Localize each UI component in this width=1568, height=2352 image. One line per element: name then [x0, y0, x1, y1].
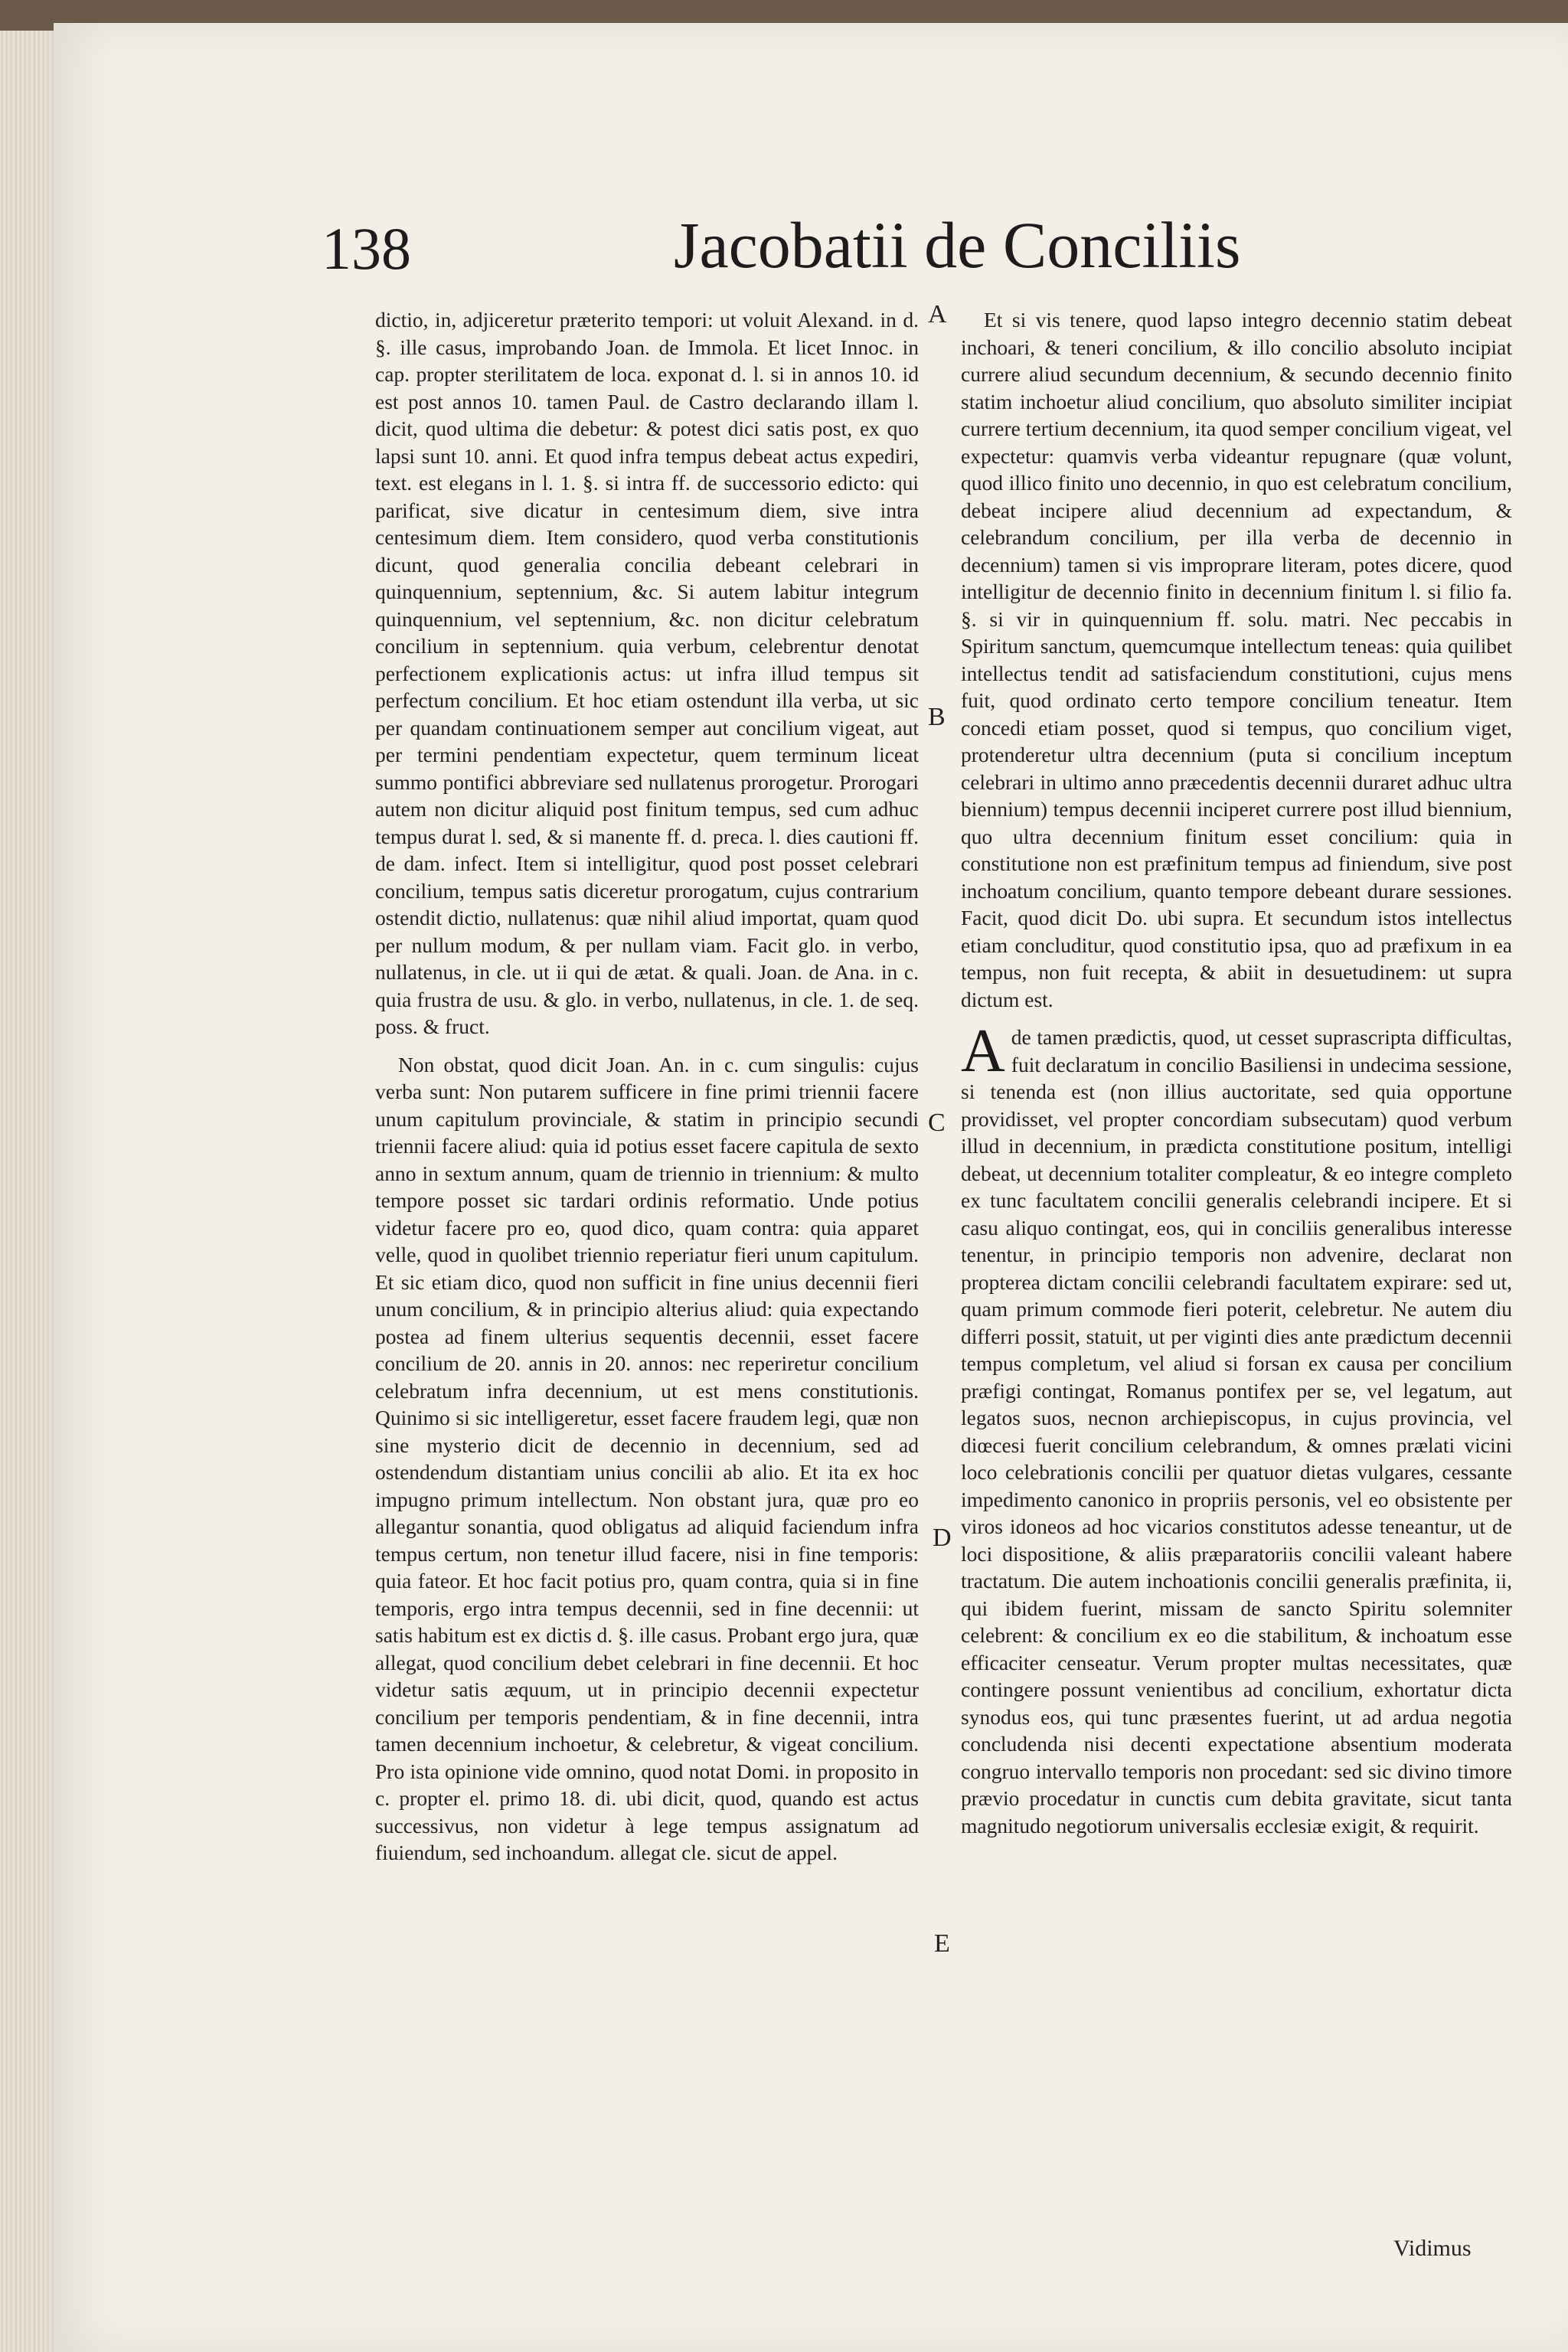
dropcap-letter: A: [961, 1018, 1005, 1085]
left-paragraph-2: Non obstat, quod dicit Joan. An. in c. cum singulis: cujus verba sunt: Non putarem sufficere in fine primi triennii facere unum capitulum provinciale, & statim in principio secundi triennii facere aliud: quia id potius esset facere capitula de sexto anno in sextum annum, quam de triennio in triennium: & multo tempore posset sic tardari ordinis reformatio. Unde potius videtur facere pro eo, quod dico, quam contra: quia apparet velle, quod in quolibet triennio reperiatur fieri unum capitulum. Et sic etiam dico, quod non sufficit in fine unius decennii fieri unum concilium, & in principio alterius aliud: quia expectando postea ad finem ulterius sequentis decennii, esset facere concilium de 20. annis in 20. annos: nec reperiretur concilium celebratum infra decennium, ut est mens constitutionis. Quinimo si sic intelligeretur, esset facere fraudem legi, quæ non sine mysterio dicit de decennio in decennium, sed ad ostendendum distantiam unius concilii ab alio. Et ita ex hoc impugno primum intellectum. Non obstant jura, quæ pro eo allegantur sonantia, quod obligatus ad aliquid faciendum infra tempus certum, non tenetur illud facere, nisi in fine temporis: quia fateor. Et hoc facit potius pro, quam contra, quia si in fine temporis, ergo intra tempus decennii, sed in fine decennii: ut satis habitum est ex dictis d. §. ille casus. Probant ergo jura, quæ allegat, quod concilium debet celebrari in fine decennii. Et hoc videtur satis æquum, ut in principio decennii expectetur concilium per temporis pendentiam, & in fine decennii, intra tamen decennium inchoetur, & celebretur, & vigeat concilium. Pro ista opinione vide omnino, quod notat Domi. in proposito in c. propter el. primo 18. di. ubi dicit, quod, quando est actus successivus, non videtur à lege tempus assignatum ad fiuiendum, sed inchoandum. allegat cle. sicut de appel.: [375, 1052, 919, 1864]
left-column: [375, 306, 919, 1877]
right-paragraph-2-text: de tamen prædictis, quod, ut cesset suprascripta difficultas, fuit declaratum in concilio Basiliensi in undecima sessione, si tenenda est (non illius auctoritate, sed quia opportune providisset, vel propter concordiam subsecutam) quod verbum illud in decennium, in prædicta constitutione positum, intelligi debeat, ut decennium totaliter compleatur, & eo integre completo ex tunc facultatem concilii generalis celebrandi incipere. Et si casu aliquo contingat, eos, qui in conciliis generalibus interesse tenentur, in principio temporis non advenire, declarat non propterea dictam concilii celebrandi facultatem expirare: sed ut, quam primum commode fieri poterit, celebretur. Ne autem diu differri possit, statuit, ut per viginti dies ante prædictum decennii tempus completum, vel aliud si forsan ex causa per concilium præfigi contingat, Romanus pontifex per se, vel legatum, aut legatos suos, necnon archiepiscopus, in cujus provincia, vel diœcesi fuerit concilium celebrandum, & omnes prælati vicini loco celebrationis concilii per quatuor dietas vulgares, cessante impedimento canonico in propriis personis, vel eo obsistente per viros idoneos ad hoc vicarios constitutos adesse teneantur, ut de loci dispositione, & aliis præparatoriis concilii valeant habere tractatum. Die autem inchoationis concilii generalis præfinita, ii, qui ibidem fuerint, missam de sancto Spiritu solemniter celebrent: & concilium ex eo die stabilitum, & inchoatum esse efficaciter censeatur. Verum propter multas necessitates, quæ contingere possunt venientibus ad concilium, exhortatur dicta synodus eos, qui tunc præsentes fuerint, ut ad ardua negotia concludenda nisi decenti expectatione absentium moderata congruo intervallo temporis non procedant: sed sic divino timore prævio procedatur in cunctis cum debita gravitate, sicut tanta magnitudo negotiorum universalis ecclesiæ exigit, & requirit.: [961, 1025, 1512, 1838]
page-header: [322, 207, 1317, 299]
left-paragraph-1: dictio, in, adjiceretur præterito tempori: ut voluit Alexand. in d. §. ille casus, improbando Joan. de Immola. Et licet Innoc. in cap. propter sterilitatem de loca. exponat d. l. si in annos 10. id est post annos 10. tamen Paul. de Castro declarando illam l. dicit, quod ultima die debetur: & potest dici satis post, ex quo lapsi sunt 10. anni. Et quod infra tempus debeat actus expediri, text. est elegans in l. 1. §. si intra ff. de successorio edicto: qui parificat, sive dicatur in centesimum diem, sive intra centesimum diem. Item considero, quod verba constitutionis dicunt, quod generalia concilia debeant celebrari in quinquennium, septennium, &c. Si autem labitur integrum quinquennium, vel septennium, &c. non dicitur celebratum concilium in septennium. quia verbum, celebrentur denotat perfectionem explicationis actus: ut infra illud tempus sit perfectum concilium. Et hoc etiam ostendunt illa verba, ut sic per quandam continuationem semper aut concilium vigeat, aut per termini pendentiam expectetur, quem terminum liceat summo pontifici abbreviare sed nullatenus prorogetur. Prorogari autem non dicitur aliquid post finitum tempus, sed cum adhuc tempus durat l. sed, & si manente ff. d. preca. l. dies cautioni ff. de dam. infect. Item si intelligitur, quod post posset celebrari concilium, tempus satis diceretur prorogatum, cujus contrarium ostendit dictio, nullatenus: quæ nihil aliud importat, quam quod per nullum modum, & per nullam viam. Facit glo. in verbo, nullatenus, in cle. ut ii qui de ætat. & quali. Joan. de Ana. in c. quia frustra de usu. & glo. in verbo, nullatenus, in cle. 1. de seq. poss. & fruct.: [375, 308, 919, 1038]
page-number: 138: [322, 215, 411, 282]
catchword: Vidimus: [1393, 2236, 1472, 2261]
right-column: [961, 306, 1512, 1850]
margin-letter-a: A: [928, 300, 947, 328]
right-paragraph-1: Et si vis tenere, quod lapso integro decennio statim debeat inchoari, & teneri concilium, & illo concilio absoluto incipiat currere aliud secundum decennium, & secundo decennio finito statim inchoetur aliud concilium, quo absoluto similiter incipiat currere tertium decennium, ita quod semper concilium vigeat, vel expectetur: quamvis verba videantur repugnare (quæ volunt, quod illico finito uno decennio, in quo est celebratum concilium, debeat incipere aliud decennium ad expectandum, & celebrandum concilium, per illa verba de decennio in decennium) tamen si vis improprare literam, potes dicere, quod intelligitur de decennio finito in decennium finitum l. si filio fa. §. si vir in quinquennium ff. solu. matri. Nec peccabis in Spiritum sanctum, quemcumque intellectum teneas: quia quilibet intellectus tendit ad satisfaciendum constitutioni, cujus mens fuit, quod ordinato certo tempore concilium teneatur. Item concedi etiam posset, quod si tempus, quo concilium viget, protenderetur ultra decennium (puta si concilium inceptum celebrari in ultimo anno præcedentis decennii duraret adhuc ultra biennium) tempus decennii inciperet currere post illud biennium, quo ultra decennium finitum esset concilium: quia in constitutione non est præfinitum tempus ad finiendum, sive post inchoatum concilium, quanto tempore debeant durare sessiones. Facit, quod dicit Do. ubi supra. Et secundum istos intellectus etiam concluditur, quod constitutio ipsa, quo ad præfixum in ea tempus, non fuit recepta, & abiit in desuetudinem: ut supra dictum est.: [961, 308, 1512, 1011]
margin-letter-d: D: [933, 1524, 952, 1552]
margin-letter-b: B: [928, 703, 946, 731]
right-paragraph-2: [961, 1018, 1512, 1839]
page-edge: [0, 31, 54, 2352]
margin-letter-c: C: [928, 1109, 946, 1137]
margin-letter-e: E: [934, 1929, 950, 1958]
running-title: Jacobatii de Conciliis: [674, 208, 1241, 282]
